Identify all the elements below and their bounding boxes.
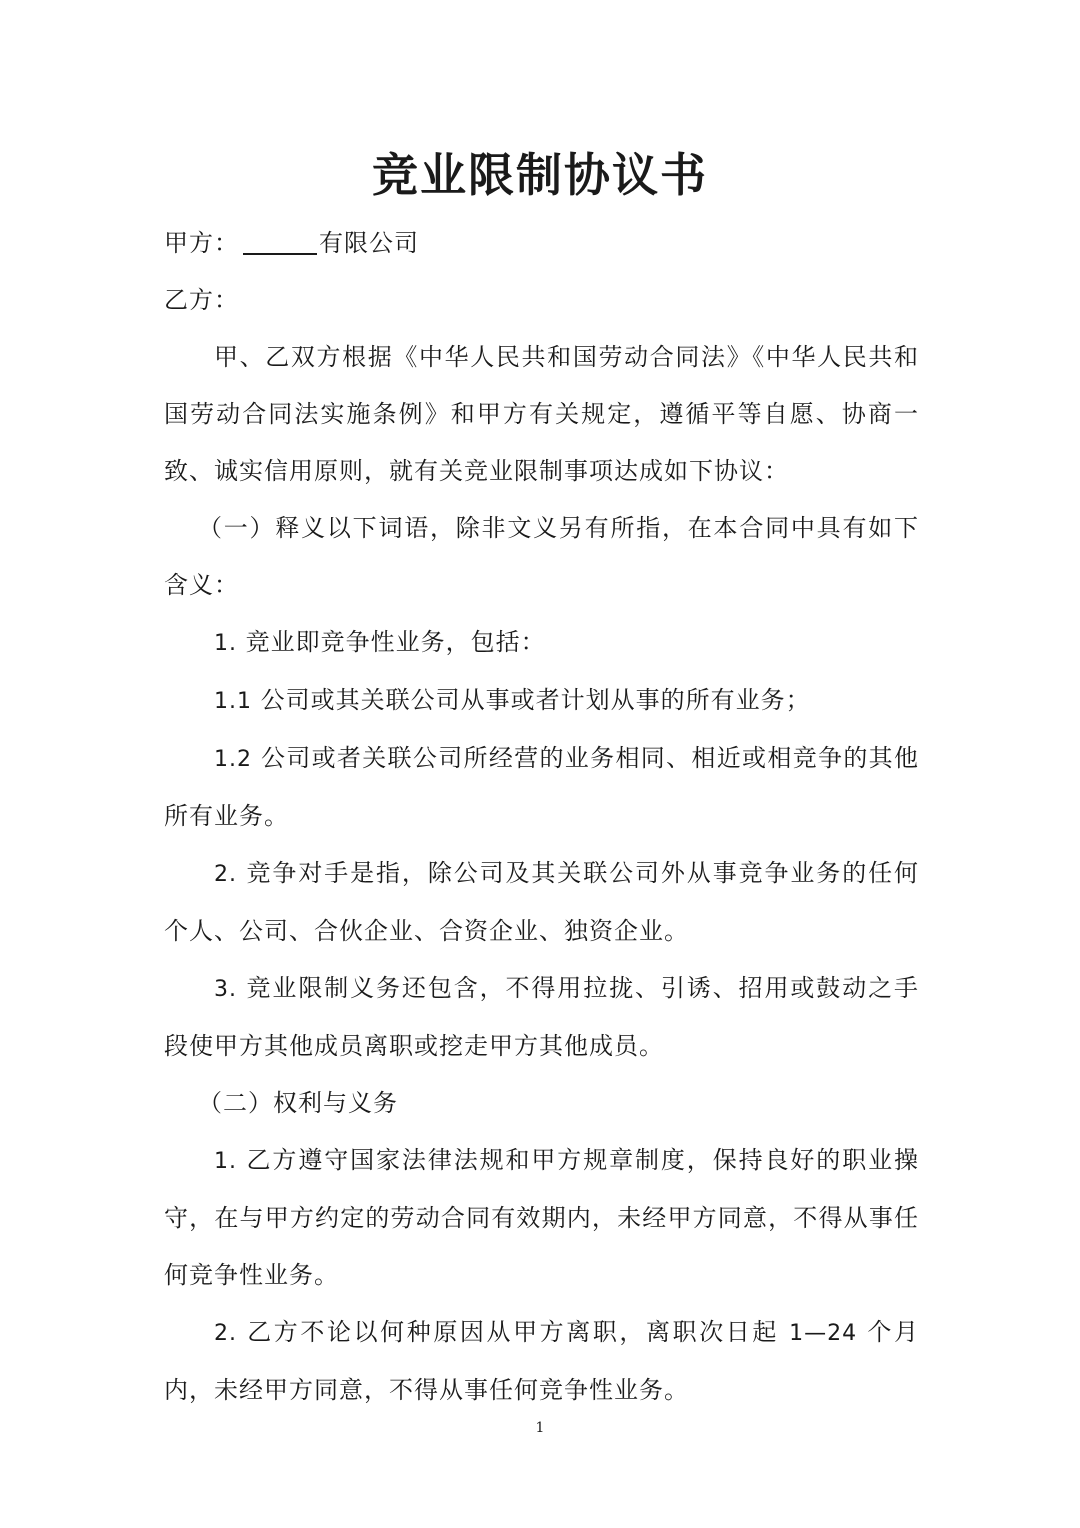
s1-item-1-number: 1. — [214, 631, 237, 656]
s2-item-1-number: 1. — [214, 1149, 237, 1174]
s1-item-2-text: 竞争对手是指，除公司及其关联公司外从事竞争业务的任何个人、公司、合伙企业、合资企业、独资企业。 — [164, 859, 919, 945]
page-number: 1 — [535, 1420, 545, 1436]
party-a-blank — [243, 225, 317, 255]
s2-item-1 — [164, 1132, 919, 1304]
section-1-heading: （一）释义以下词语，除非文义另有所指，在本合同中具有如下含义： — [164, 514, 919, 599]
s1-item-1-2-text: 公司或者关联公司所经营的业务相同、相近或相竞争的其他所有业务。 — [164, 744, 919, 830]
s1-item-1-1-text: 公司或其关联公司从事或者计划从事的所有业务； — [260, 686, 811, 714]
s1-item-1 — [164, 614, 919, 672]
s1-item-3-number: 3. — [214, 977, 237, 1002]
party-a-label: 甲方： — [164, 229, 239, 257]
preamble-paragraph: 甲、乙双方根据《中华人民共和国劳动合同法》《中华人民共和国劳动合同法实施条例》和甲方有关规定，遵循平等自愿、协商一致、诚实信用原则，就有关竞业限制事项达成如下协议： — [164, 343, 919, 485]
s2-item-2-text-b: 个月内，未经甲方同意，不得从事任何竞争性业务。 — [164, 1318, 919, 1404]
party-a-suffix: 有限公司 — [319, 229, 419, 257]
party-b-label: 乙方： — [164, 286, 239, 314]
s1-item-1-text: 竞业即竞争性业务，包括： — [245, 628, 546, 656]
s1-item-1-1-number: 1.1 — [214, 689, 252, 714]
s1-item-1-1 — [164, 672, 919, 730]
s2-item-2 — [164, 1304, 919, 1419]
document-body — [164, 215, 919, 1419]
party-b-line — [164, 272, 919, 329]
s1-item-1-2-number: 1.2 — [214, 747, 252, 772]
s2-item-2-range: 1—24 — [789, 1321, 858, 1346]
document-title: 竞业限制协议书 — [372, 148, 708, 202]
s1-item-3 — [164, 960, 919, 1075]
s1-item-2 — [164, 845, 919, 960]
s1-item-3-text: 竞业限制义务还包含，不得用拉拢、引诱、招用或鼓动之手段使甲方其他成员离职或挖走甲方其他成员。 — [164, 974, 919, 1060]
s1-item-1-2 — [164, 730, 919, 845]
s2-item-1-text: 乙方遵守国家法律法规和甲方规章制度，保持良好的职业操守，在与甲方约定的劳动合同有效期内，未经甲方同意，不得从事任何竞争性业务。 — [164, 1146, 919, 1289]
section-2-heading: （二）权利与义务 — [198, 1089, 398, 1117]
s1-item-2-number: 2. — [214, 862, 237, 887]
s2-item-2-text-a: 乙方不论以何种原因从甲方离职，离职次日起 — [247, 1318, 779, 1346]
party-a-line — [164, 215, 919, 272]
s2-item-2-number: 2. — [214, 1321, 237, 1346]
